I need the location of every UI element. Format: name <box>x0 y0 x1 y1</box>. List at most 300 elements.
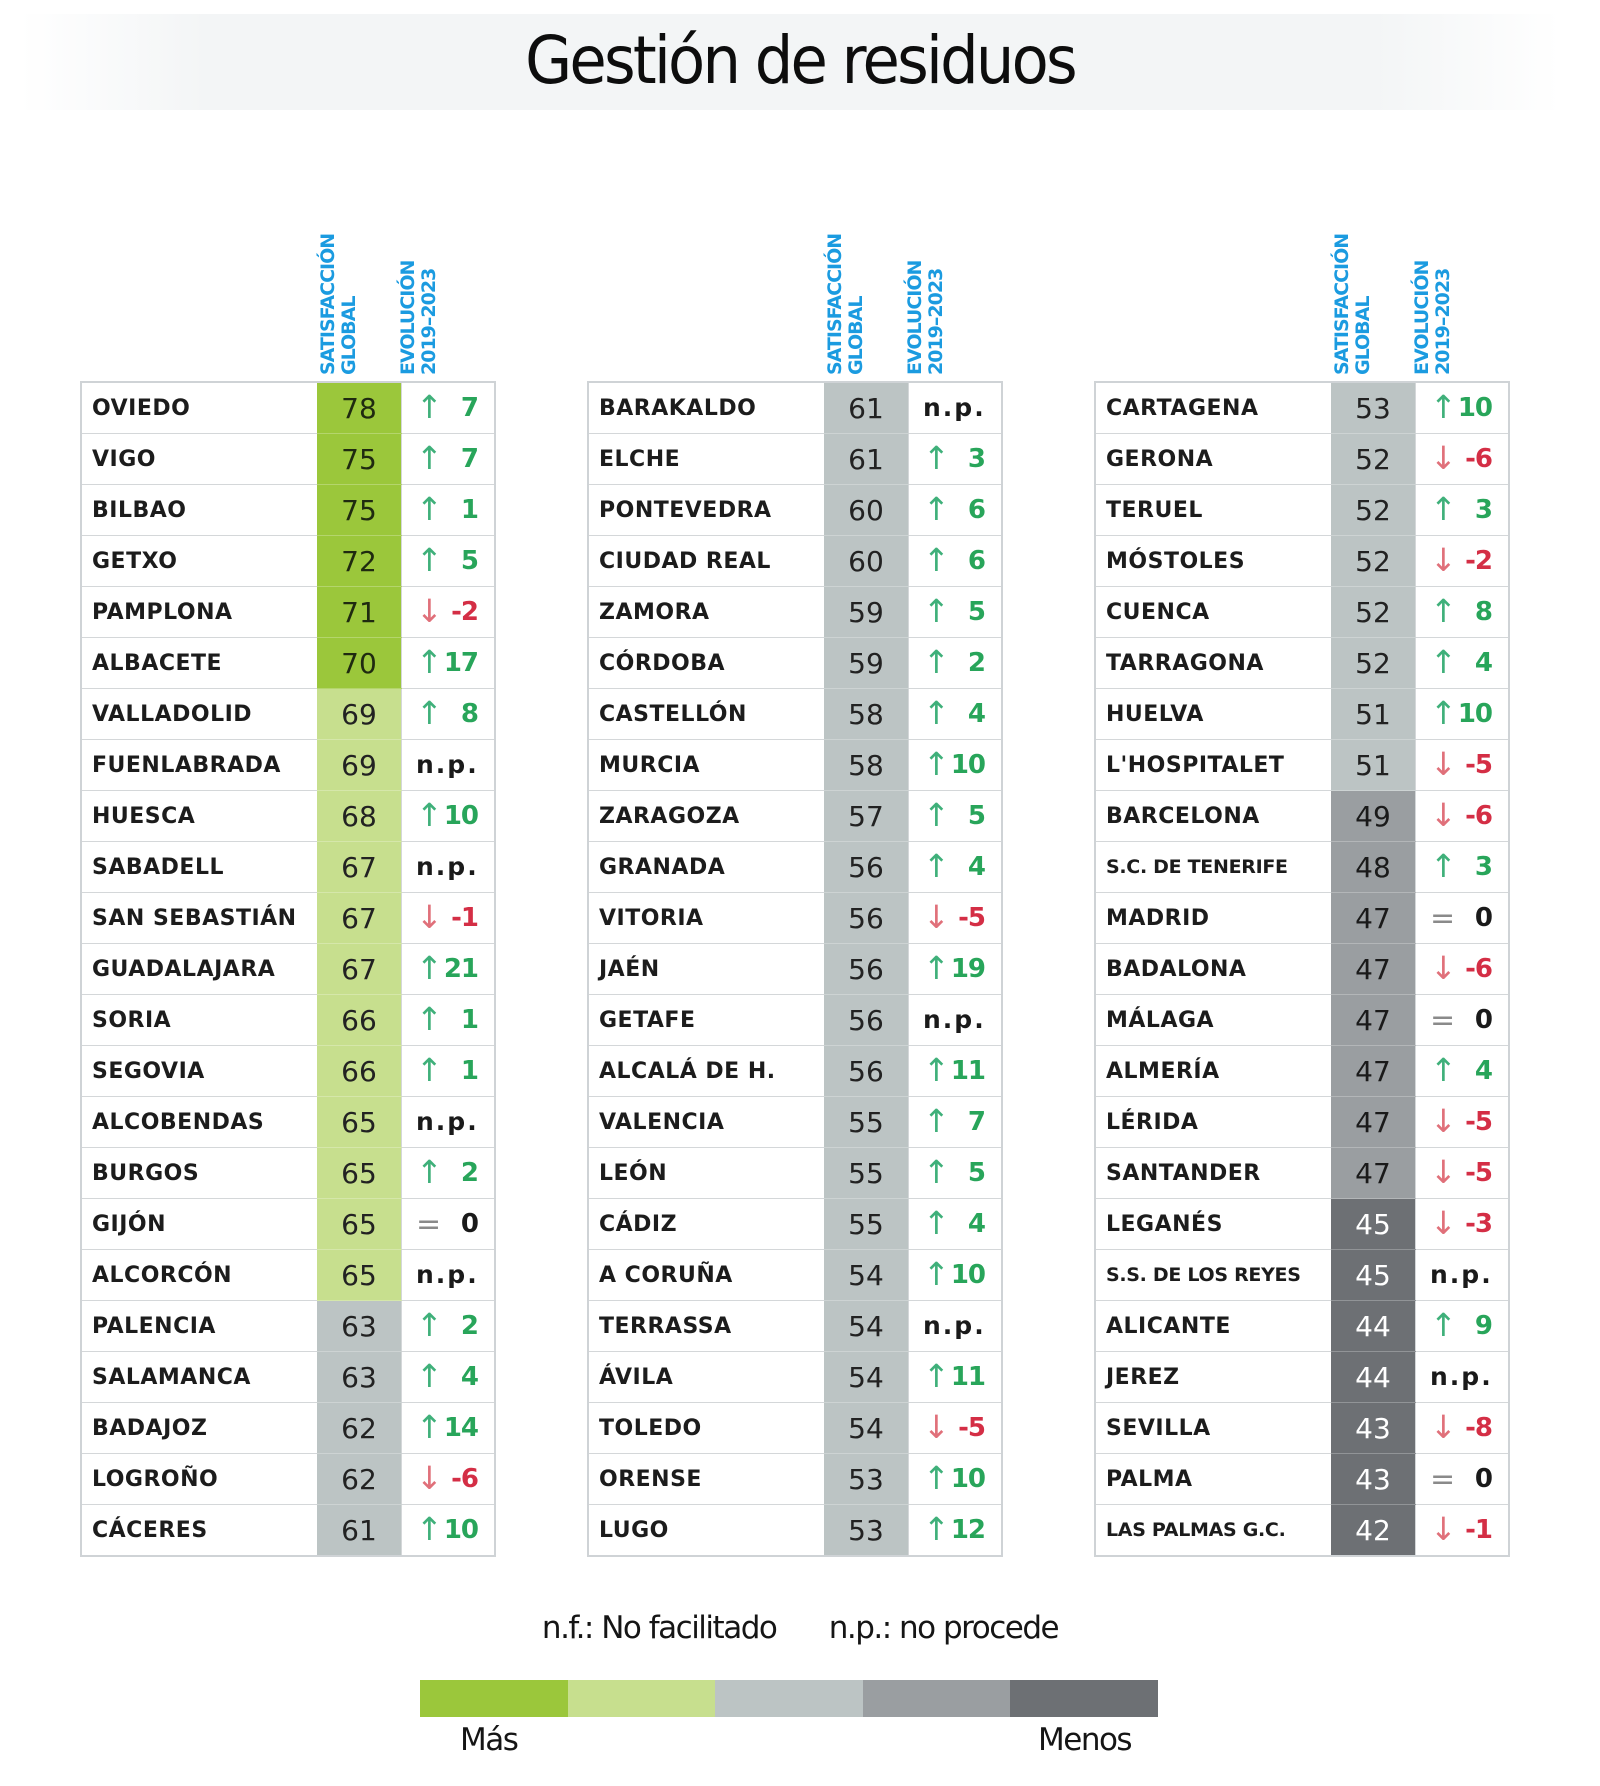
evolution-cell <box>402 1199 496 1250</box>
table-row <box>1095 740 1509 791</box>
satisfaction-score: 49 <box>1331 791 1416 842</box>
satisfaction-score: 56 <box>824 1046 909 1097</box>
evolution-cell <box>402 893 496 944</box>
table-row <box>588 638 1002 689</box>
arrow-up-icon: ↑ <box>923 745 950 783</box>
table-row <box>81 587 495 638</box>
header-evolucion-line1: EVOLUCIÓN <box>904 260 926 375</box>
city-name: BADALONA <box>1095 944 1331 995</box>
evolution-value: 5 <box>967 597 985 627</box>
city-name: GETAFE <box>588 995 824 1046</box>
table-row <box>588 842 1002 893</box>
table-row <box>588 893 1002 944</box>
satisfaction-score: 56 <box>824 842 909 893</box>
evolution-value: 4 <box>967 852 985 882</box>
table-row <box>588 485 1002 536</box>
header-evolucion-line2: 2019–2023 <box>925 268 947 375</box>
city-name: LOGROÑO <box>81 1454 317 1505</box>
evolution-cell <box>402 587 496 638</box>
city-name: TOLEDO <box>588 1403 824 1454</box>
arrow-up-icon: ↑ <box>416 1306 443 1344</box>
table-row <box>81 1199 495 1250</box>
satisfaction-score: 68 <box>317 791 402 842</box>
satisfaction-score: 48 <box>1331 842 1416 893</box>
scale-label-mas: Más <box>460 1722 518 1758</box>
header-evolucion-line1: EVOLUCIÓN <box>1411 260 1433 375</box>
evolution-cell <box>402 536 496 587</box>
evolution-value: 8 <box>1474 597 1492 627</box>
city-name: SAN SEBASTIÁN <box>81 893 317 944</box>
evolution-value: 12 <box>950 1515 985 1545</box>
table-row <box>588 791 1002 842</box>
arrow-up-icon: ↑ <box>416 643 443 681</box>
arrow-up-icon: ↑ <box>923 1459 950 1497</box>
arrow-up-icon: ↑ <box>1430 1306 1457 1344</box>
city-name: PONTEVEDRA <box>588 485 824 536</box>
evolution-value: 10 <box>1457 699 1492 729</box>
arrow-up-icon: ↑ <box>923 439 950 477</box>
evolution-cell <box>1416 1505 1510 1557</box>
satisfaction-score: 55 <box>824 1199 909 1250</box>
satisfaction-score: 55 <box>824 1097 909 1148</box>
table-row <box>81 791 495 842</box>
arrow-down-icon: ↓ <box>1430 949 1457 987</box>
evolution-value: 4 <box>460 1362 478 1392</box>
arrow-down-icon: ↓ <box>1430 1408 1457 1446</box>
arrow-up-icon: ↑ <box>923 847 950 885</box>
satisfaction-score: 52 <box>1331 536 1416 587</box>
legend-notes <box>0 1610 1600 1646</box>
evolution-cell <box>1416 944 1510 995</box>
satisfaction-score: 61 <box>824 382 909 434</box>
satisfaction-score: 63 <box>317 1301 402 1352</box>
satisfaction-score: 56 <box>824 893 909 944</box>
satisfaction-score: 62 <box>317 1454 402 1505</box>
evolution-value: -2 <box>1465 546 1492 576</box>
table-row <box>81 1403 495 1454</box>
evolution-value: 1 <box>460 495 478 525</box>
evolution-cell <box>1416 485 1510 536</box>
equal-icon: = <box>1430 1462 1456 1497</box>
arrow-down-icon: ↓ <box>923 898 950 936</box>
evolution-cell <box>1416 995 1510 1046</box>
evolution-value: n.p. <box>416 852 479 881</box>
city-name: BURGOS <box>81 1148 317 1199</box>
satisfaction-score: 53 <box>824 1505 909 1557</box>
table-row <box>1095 842 1509 893</box>
city-name: ALBACETE <box>81 638 317 689</box>
header-satisfaccion-line2: GLOBAL <box>338 296 360 375</box>
satisfaction-score: 65 <box>317 1148 402 1199</box>
city-name: CÓRDOBA <box>588 638 824 689</box>
evolution-cell <box>909 893 1003 944</box>
header-evolucion <box>398 205 458 375</box>
evolution-value: n.p. <box>923 1005 986 1034</box>
city-name: A CORUÑA <box>588 1250 824 1301</box>
equal-icon: = <box>1430 901 1456 936</box>
satisfaction-score: 53 <box>824 1454 909 1505</box>
header-evolucion-line1: EVOLUCIÓN <box>397 260 419 375</box>
evolution-cell <box>909 1352 1003 1403</box>
city-name: SEVILLA <box>1095 1403 1331 1454</box>
city-name: ALMERÍA <box>1095 1046 1331 1097</box>
scale-swatch-4 <box>863 1680 1011 1717</box>
evolution-value: 11 <box>950 1056 985 1086</box>
evolution-value: 3 <box>1474 495 1492 525</box>
city-name: CÁDIZ <box>588 1199 824 1250</box>
arrow-up-icon: ↑ <box>416 388 443 426</box>
table-row <box>588 1097 1002 1148</box>
arrow-up-icon: ↑ <box>1430 592 1457 630</box>
arrow-up-icon: ↑ <box>923 949 950 987</box>
evolution-cell <box>909 791 1003 842</box>
evolution-value: 1 <box>460 1056 478 1086</box>
arrow-down-icon: ↓ <box>1430 745 1457 783</box>
arrow-up-icon: ↑ <box>923 1255 950 1293</box>
satisfaction-score: 75 <box>317 485 402 536</box>
arrow-up-icon: ↑ <box>416 1408 443 1446</box>
arrow-up-icon: ↑ <box>416 1357 443 1395</box>
table-row <box>588 1301 1002 1352</box>
table-row <box>588 1505 1002 1557</box>
table-row <box>588 536 1002 587</box>
satisfaction-score: 52 <box>1331 587 1416 638</box>
table-row <box>81 893 495 944</box>
city-name: ALCOBENDAS <box>81 1097 317 1148</box>
table-row <box>588 382 1002 434</box>
city-name: S.C. DE TENERIFE <box>1095 842 1331 893</box>
arrow-up-icon: ↑ <box>416 694 443 732</box>
evolution-cell <box>402 1046 496 1097</box>
evolution-value: 6 <box>967 495 985 525</box>
evolution-value: 1 <box>460 1005 478 1035</box>
city-name: LEGANÉS <box>1095 1199 1331 1250</box>
ranking-table <box>80 381 496 1557</box>
satisfaction-score: 65 <box>317 1199 402 1250</box>
city-name: BILBAO <box>81 485 317 536</box>
header-satisfaccion <box>318 205 378 375</box>
city-name: FUENLABRADA <box>81 740 317 791</box>
evolution-value: 5 <box>967 1158 985 1188</box>
evolution-cell <box>1416 689 1510 740</box>
arrow-up-icon: ↑ <box>923 1357 950 1395</box>
city-name: CIUDAD REAL <box>588 536 824 587</box>
arrow-down-icon: ↓ <box>1430 1510 1457 1548</box>
table-row <box>81 740 495 791</box>
arrow-up-icon: ↑ <box>923 796 950 834</box>
arrow-down-icon: ↓ <box>1430 1204 1457 1242</box>
city-name: ZAMORA <box>588 587 824 638</box>
satisfaction-score: 45 <box>1331 1250 1416 1301</box>
city-name: GERONA <box>1095 434 1331 485</box>
city-name: CASTELLÓN <box>588 689 824 740</box>
satisfaction-score: 63 <box>317 1352 402 1403</box>
city-name: GIJÓN <box>81 1199 317 1250</box>
arrow-down-icon: ↓ <box>1430 1102 1457 1140</box>
city-name: MÁLAGA <box>1095 995 1331 1046</box>
evolution-value: -5 <box>1465 750 1492 780</box>
evolution-cell <box>1416 1148 1510 1199</box>
satisfaction-score: 51 <box>1331 740 1416 791</box>
table-row <box>1095 1250 1509 1301</box>
ranking-panel-1 <box>80 200 490 1557</box>
table-row <box>81 689 495 740</box>
satisfaction-score: 54 <box>824 1403 909 1454</box>
table-row <box>1095 1148 1509 1199</box>
arrow-down-icon: ↓ <box>1430 541 1457 579</box>
evolution-cell <box>909 1148 1003 1199</box>
table-row <box>588 1148 1002 1199</box>
evolution-value: -2 <box>451 597 478 627</box>
equal-icon: = <box>416 1207 442 1242</box>
evolution-cell <box>1416 1250 1510 1301</box>
ranking-panel-2 <box>587 200 997 1557</box>
table-row <box>81 1148 495 1199</box>
city-name: ALCORCÓN <box>81 1250 317 1301</box>
evolution-cell <box>909 944 1003 995</box>
scale-swatch-1 <box>420 1680 568 1717</box>
satisfaction-score: 66 <box>317 995 402 1046</box>
table-row <box>81 382 495 434</box>
table-row <box>588 689 1002 740</box>
satisfaction-score: 53 <box>1331 382 1416 434</box>
scale-swatch-2 <box>568 1680 716 1717</box>
evolution-value: 4 <box>1474 648 1492 678</box>
satisfaction-score: 54 <box>824 1352 909 1403</box>
satisfaction-score: 44 <box>1331 1352 1416 1403</box>
satisfaction-score: 42 <box>1331 1505 1416 1557</box>
arrow-up-icon: ↑ <box>1430 1051 1457 1089</box>
table-row <box>81 842 495 893</box>
city-name: JAÉN <box>588 944 824 995</box>
evolution-value: n.p. <box>923 1311 986 1340</box>
evolution-cell <box>402 638 496 689</box>
evolution-cell <box>402 689 496 740</box>
evolution-value: 21 <box>443 954 478 984</box>
city-name: CARTAGENA <box>1095 382 1331 434</box>
evolution-value: 3 <box>1474 852 1492 882</box>
evolution-cell <box>909 689 1003 740</box>
ranking-table <box>587 381 1003 1557</box>
city-name: L'HOSPITALET <box>1095 740 1331 791</box>
table-row <box>1095 1403 1509 1454</box>
arrow-up-icon: ↑ <box>923 643 950 681</box>
satisfaction-score: 55 <box>824 1148 909 1199</box>
arrow-up-icon: ↑ <box>923 1051 950 1089</box>
evolution-cell <box>1416 382 1510 434</box>
arrow-up-icon: ↑ <box>416 1051 443 1089</box>
arrow-up-icon: ↑ <box>416 1153 443 1191</box>
header-evolucion-line2: 2019–2023 <box>1432 268 1454 375</box>
city-name: HUELVA <box>1095 689 1331 740</box>
city-name: CÁCERES <box>81 1505 317 1557</box>
table-row <box>81 995 495 1046</box>
equal-icon: = <box>1430 1003 1456 1038</box>
table-row <box>81 536 495 587</box>
evolution-cell <box>1416 740 1510 791</box>
evolution-value: -1 <box>451 903 478 933</box>
table-row <box>1095 791 1509 842</box>
city-name: SANTANDER <box>1095 1148 1331 1199</box>
arrow-up-icon: ↑ <box>416 949 443 987</box>
arrow-up-icon: ↑ <box>923 694 950 732</box>
table-row <box>81 1454 495 1505</box>
evolution-value: 3 <box>967 444 985 474</box>
evolution-value: 4 <box>1474 1056 1492 1086</box>
satisfaction-score: 43 <box>1331 1454 1416 1505</box>
city-name: TERRASSA <box>588 1301 824 1352</box>
evolution-cell <box>1416 434 1510 485</box>
table-row <box>81 434 495 485</box>
evolution-cell <box>402 1250 496 1301</box>
evolution-value: 11 <box>950 1362 985 1392</box>
arrow-up-icon: ↑ <box>416 796 443 834</box>
city-name: GETXO <box>81 536 317 587</box>
table-row <box>1095 536 1509 587</box>
column-headers <box>80 200 490 381</box>
satisfaction-score: 57 <box>824 791 909 842</box>
evolution-value: 10 <box>443 1515 478 1545</box>
scale-swatch-5 <box>1010 1680 1158 1717</box>
evolution-value: 10 <box>950 1464 985 1494</box>
evolution-value: -5 <box>958 1413 985 1443</box>
evolution-value: 7 <box>460 444 478 474</box>
arrow-up-icon: ↑ <box>1430 490 1457 528</box>
evolution-value: 5 <box>967 801 985 831</box>
city-name: TERUEL <box>1095 485 1331 536</box>
city-name: ALCALÁ DE H. <box>588 1046 824 1097</box>
satisfaction-score: 60 <box>824 485 909 536</box>
satisfaction-score: 59 <box>824 587 909 638</box>
city-name: LUGO <box>588 1505 824 1557</box>
city-name: S.S. DE LOS REYES <box>1095 1250 1331 1301</box>
table-row <box>588 1046 1002 1097</box>
evolution-cell <box>909 1097 1003 1148</box>
header-satisfaccion <box>1332 205 1392 375</box>
satisfaction-score: 43 <box>1331 1403 1416 1454</box>
city-name: GUADALAJARA <box>81 944 317 995</box>
satisfaction-score: 47 <box>1331 1148 1416 1199</box>
city-name: PAMPLONA <box>81 587 317 638</box>
evolution-value: -8 <box>1465 1413 1492 1443</box>
legend-nf: n.f.: No facilitado <box>541 1610 777 1646</box>
evolution-cell <box>1416 842 1510 893</box>
evolution-cell <box>402 382 496 434</box>
table-row <box>81 1250 495 1301</box>
table-row <box>1095 1454 1509 1505</box>
city-name: BARAKALDO <box>588 382 824 434</box>
evolution-cell <box>1416 536 1510 587</box>
evolution-cell <box>909 1403 1003 1454</box>
satisfaction-score: 62 <box>317 1403 402 1454</box>
header-evolucion-line2: 2019–2023 <box>418 268 440 375</box>
city-name: PALENCIA <box>81 1301 317 1352</box>
city-name: ORENSE <box>588 1454 824 1505</box>
city-name: TARRAGONA <box>1095 638 1331 689</box>
evolution-cell <box>402 1403 496 1454</box>
evolution-value: 5 <box>460 546 478 576</box>
table-row <box>588 1250 1002 1301</box>
city-name: PALMA <box>1095 1454 1331 1505</box>
evolution-cell <box>909 1046 1003 1097</box>
satisfaction-score: 45 <box>1331 1199 1416 1250</box>
table-row <box>81 1352 495 1403</box>
arrow-up-icon: ↑ <box>416 1000 443 1038</box>
scale-swatch-3 <box>715 1680 863 1717</box>
evolution-value: -3 <box>1465 1209 1492 1239</box>
evolution-value: 10 <box>1457 393 1492 423</box>
page-title: Gestión de residuos <box>525 22 1075 99</box>
evolution-cell <box>909 1199 1003 1250</box>
evolution-value: -6 <box>1465 954 1492 984</box>
evolution-value: n.p. <box>416 1107 479 1136</box>
arrow-down-icon: ↓ <box>416 592 443 630</box>
evolution-cell <box>909 536 1003 587</box>
arrow-up-icon: ↑ <box>416 439 443 477</box>
evolution-cell <box>1416 1403 1510 1454</box>
arrow-up-icon: ↑ <box>1430 643 1457 681</box>
evolution-cell <box>402 1505 496 1557</box>
satisfaction-score: 70 <box>317 638 402 689</box>
table-row <box>588 995 1002 1046</box>
table-row <box>588 434 1002 485</box>
header-satisfaccion <box>825 205 885 375</box>
arrow-up-icon: ↑ <box>923 1510 950 1548</box>
evolution-cell <box>1416 1097 1510 1148</box>
evolution-cell <box>909 587 1003 638</box>
satisfaction-score: 47 <box>1331 893 1416 944</box>
evolution-cell <box>1416 893 1510 944</box>
table-row <box>1095 893 1509 944</box>
city-name: MÓSTOLES <box>1095 536 1331 587</box>
evolution-value: n.p. <box>1430 1362 1493 1391</box>
satisfaction-score: 58 <box>824 740 909 791</box>
satisfaction-score: 71 <box>317 587 402 638</box>
city-name: GRANADA <box>588 842 824 893</box>
arrow-up-icon: ↑ <box>923 490 950 528</box>
table-row <box>588 587 1002 638</box>
satisfaction-score: 72 <box>317 536 402 587</box>
table-row <box>1095 995 1509 1046</box>
arrow-down-icon: ↓ <box>416 898 443 936</box>
satisfaction-score: 61 <box>317 1505 402 1557</box>
evolution-value: 17 <box>443 648 478 678</box>
evolution-cell <box>402 1301 496 1352</box>
city-name: SABADELL <box>81 842 317 893</box>
satisfaction-score: 47 <box>1331 1097 1416 1148</box>
table-row <box>1095 382 1509 434</box>
satisfaction-score: 54 <box>824 1301 909 1352</box>
table-row <box>588 944 1002 995</box>
city-name: VIGO <box>81 434 317 485</box>
evolution-value: 0 <box>1474 1464 1492 1494</box>
evolution-value: 2 <box>967 648 985 678</box>
evolution-cell <box>909 485 1003 536</box>
table-row <box>1095 1505 1509 1557</box>
evolution-cell <box>1416 1301 1510 1352</box>
evolution-value: 10 <box>443 801 478 831</box>
evolution-cell <box>909 1250 1003 1301</box>
arrow-up-icon: ↑ <box>923 1153 950 1191</box>
evolution-cell <box>402 944 496 995</box>
evolution-value: 6 <box>967 546 985 576</box>
satisfaction-score: 78 <box>317 382 402 434</box>
arrow-up-icon: ↑ <box>416 1510 443 1548</box>
evolution-cell <box>1416 638 1510 689</box>
city-name: ALICANTE <box>1095 1301 1331 1352</box>
table-row <box>588 1403 1002 1454</box>
satisfaction-score: 56 <box>824 995 909 1046</box>
